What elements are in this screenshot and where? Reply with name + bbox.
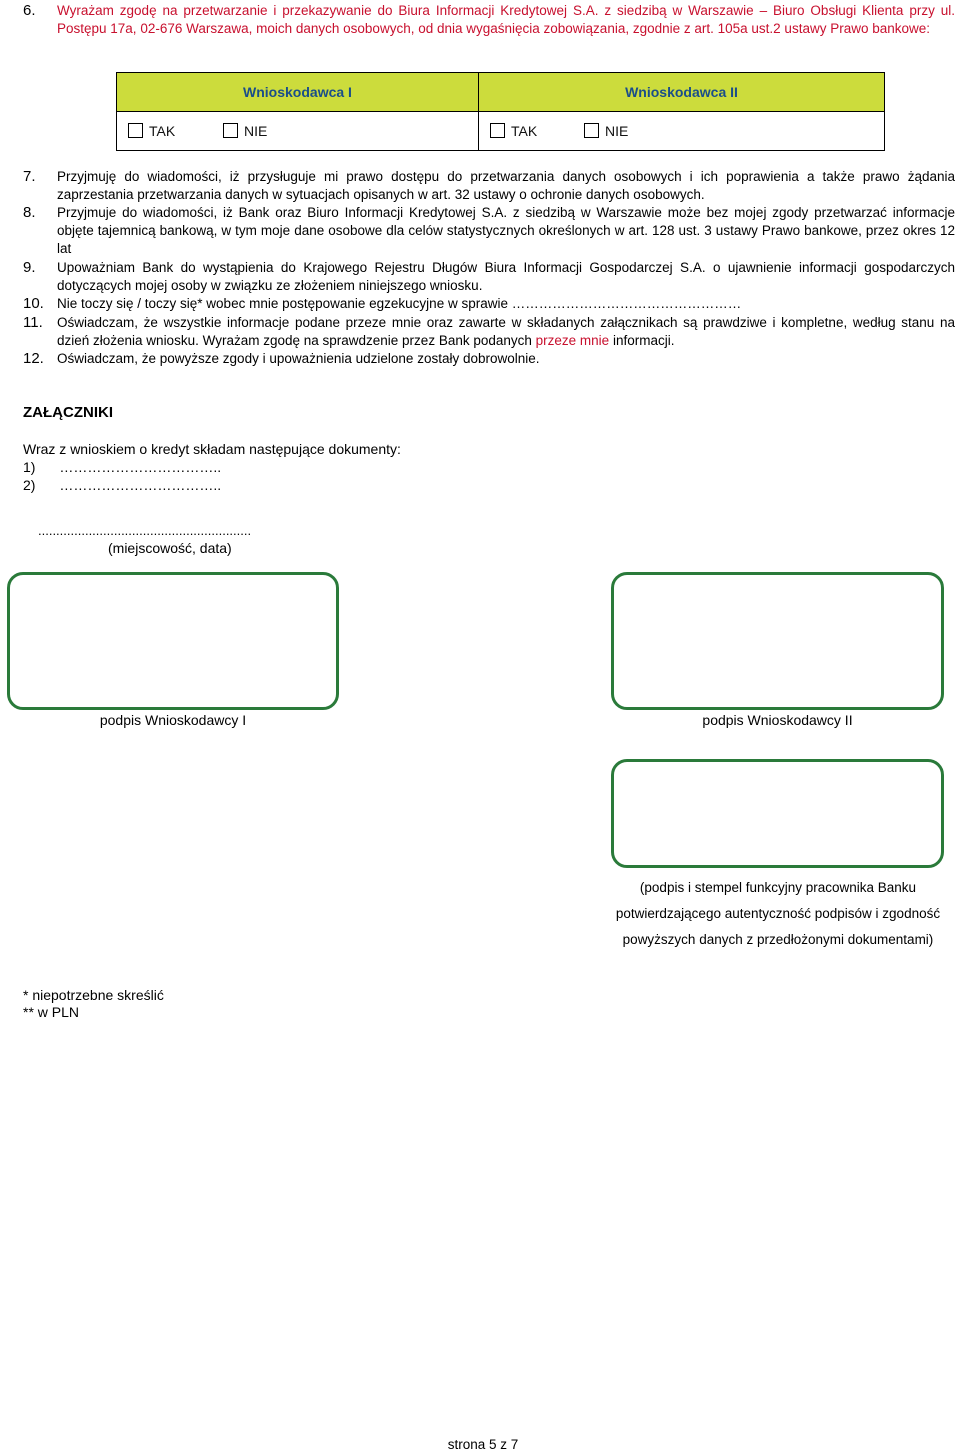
clause-6 [23, 2, 955, 38]
clause-9 [23, 259, 955, 295]
clause-text-highlight: przeze mnie [535, 333, 610, 348]
checkbox[interactable] [490, 123, 505, 138]
signature-label-bank [596, 875, 960, 953]
clause-text: Przyjmuje do wiadomości, iż Bank oraz Biuro Informacji Kredytowej S.A. z siedzibą w Warszawie może bez mojej zgody przetwarzać informacje objęte tajemnicą bankową, w tym moje dane osobowe dla celów statystycznych określonych w art. 128 ust. 3 ustawy Prawo bankowe, przez okres 12 lat [57, 205, 955, 256]
clause-text-part: informacji. [609, 333, 675, 348]
page-number: strona 5 z 7 [447, 1437, 519, 1452]
clause-number: 10. [23, 295, 44, 312]
clause-7 [23, 168, 955, 204]
attachment-item-1 [23, 459, 221, 475]
footnote-1: * niepotrzebne skreślić [23, 987, 164, 1003]
clause-number: 6. [23, 2, 36, 19]
applicant1-yes-option[interactable] [128, 123, 175, 139]
clause-8 [23, 204, 955, 258]
clause-text [57, 314, 955, 350]
place-date-dots[interactable]: ........................................................... [38, 523, 252, 538]
option-label: TAK [149, 123, 176, 139]
bank-label-line: potwierdzającego autentyczność podpisów i zgodność [615, 906, 941, 921]
signature-box-bank[interactable] [611, 759, 944, 868]
applicant1-header: Wnioskodawca I [117, 73, 479, 112]
bank-label-line: (podpis i stempel funkcyjny pracownika Banku [639, 880, 917, 895]
applicant2-yes-option[interactable] [490, 123, 537, 139]
attachment-value[interactable]: …………………………….. [59, 459, 222, 475]
checkbox[interactable] [223, 123, 238, 138]
clause-number: 7. [23, 168, 36, 185]
clause-11 [23, 314, 955, 350]
footnote-2: ** w PLN [23, 1004, 80, 1020]
clause-text: Upoważniam Bank do wystąpienia do Krajowego Rejestru Długów Biura Informacji Gospodarczej S.A. o ujawnienie informacji gospodarczych dotyczących mojej osoby w związku ze złożeniem niniejszego wniosku. [57, 260, 955, 293]
place-date-label: (miejscowość, data) [108, 540, 232, 556]
applicant1-no-option[interactable] [223, 123, 267, 139]
option-label: NIE [244, 123, 268, 139]
attachments-heading: ZAŁĄCZNIKI [23, 404, 113, 421]
clause-number: 12. [23, 350, 44, 367]
clause-number: 9. [23, 259, 36, 276]
clause-text: Wyrażam zgodę na przetwarzanie i przekazywanie do Biura Informacji Kredytowej S.A. z siedzibą w Warszawie – Biuro Obsługi Klienta przy ul. Postępu 17a, 02-676 Warszawa, moich danych osobowych, od dnia wygaśnięcia zobowiązania, zgodnie z art. 105a ust.2 ustawy Prawo bankowe: [57, 3, 955, 36]
clause-number: 11. [23, 314, 43, 331]
checkbox[interactable] [584, 123, 599, 138]
clause-number: 8. [23, 204, 36, 221]
attachments-intro: Wraz z wnioskiem o kredyt składam następujące dokumenty: [23, 441, 401, 457]
attachment-item-2 [23, 477, 221, 493]
option-label: NIE [605, 123, 629, 139]
signature-box-applicant1[interactable] [7, 572, 339, 710]
applicant2-no-option[interactable] [584, 123, 628, 139]
consent-table [116, 72, 885, 151]
option-label: TAK [511, 123, 538, 139]
clause-12 [23, 350, 955, 368]
applicant2-header: Wnioskodawca II [479, 73, 885, 112]
applicant2-options [479, 112, 885, 151]
signature-label-applicant1: podpis Wnioskodawcy I [99, 712, 247, 728]
clause-text: Oświadczam, że powyższe zgody i upoważnienia udzielone zostały dobrowolnie. [57, 351, 540, 366]
attachment-number: 1) [23, 459, 36, 475]
clause-text: Nie toczy się / toczy się* wobec mnie postępowanie egzekucyjne w sprawie …………………………………………… [57, 296, 742, 311]
bank-label-line: powyższych danych z przedłożonymi dokumentami) [622, 932, 934, 947]
attachment-value[interactable]: …………………………….. [59, 477, 222, 493]
signature-box-applicant2[interactable] [611, 572, 944, 710]
checkbox[interactable] [128, 123, 143, 138]
clause-10 [23, 295, 955, 313]
applicant1-options [117, 112, 479, 151]
attachment-number: 2) [23, 477, 36, 493]
clause-text-part: Oświadczam, że wszystkie informacje podane przeze mnie oraz zawarte w składanych załącznikach są prawdziwe i kompletne, według stanu na dzień złożenia wniosku. Wyrażam zgodę na sprawdzenie przez Bank podanych [57, 315, 955, 348]
signature-label-applicant2: podpis Wnioskodawcy II [702, 712, 853, 728]
clause-text: Przyjmuję do wiadomości, iż przysługuje mi prawo dostępu do przetwarzania danych osobowych i ich poprawienia a także prawo żądania zaprzestania przetwarzania danych w sytuacjach opisanych w art. 32 ustawy o ochronie danych osobowych. [57, 169, 955, 202]
